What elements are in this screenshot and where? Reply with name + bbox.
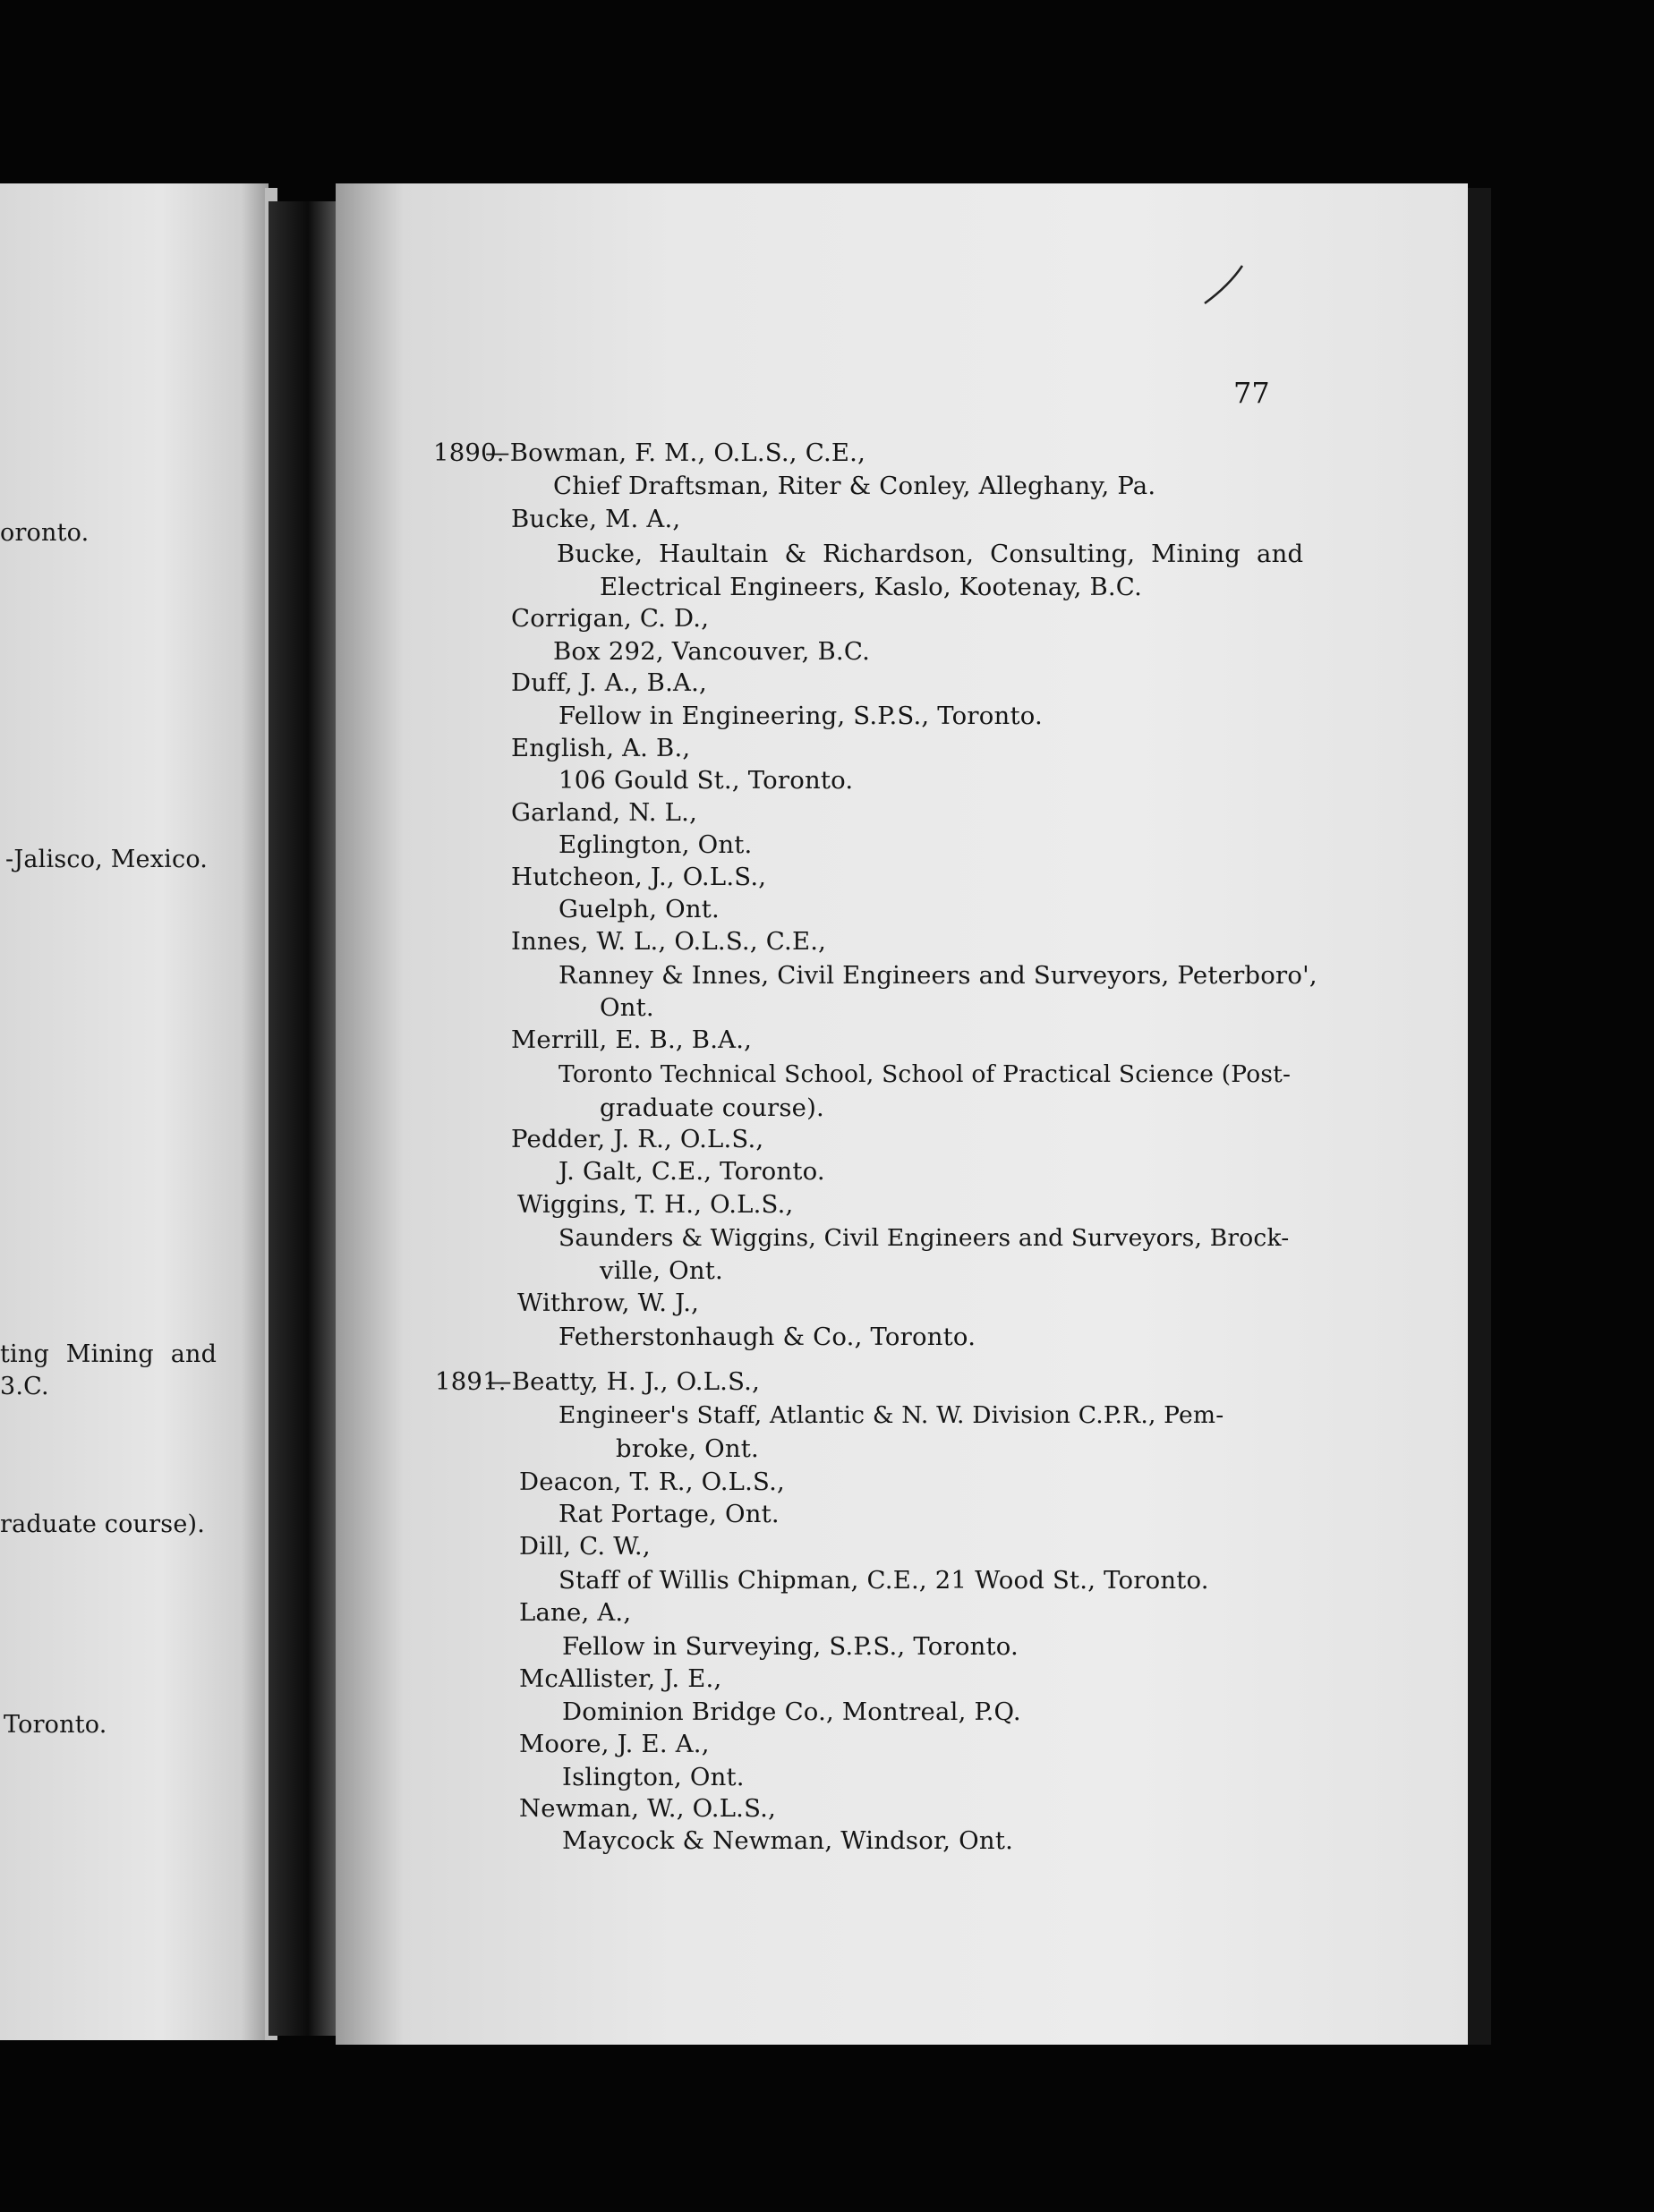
entry-name: Deacon, T. R., O.L.S., [519,1468,786,1496]
entry-detail: Engineer's Staff, Atlantic & N. W. Division C.P.R., Pem- [558,1401,1224,1429]
entry-name: Merrill, E. B., B.A., [511,1025,753,1054]
entry-name: Garland, N. L., [511,798,698,827]
left-fragment-mining: ting Mining and [0,1340,217,1368]
entry-name: —Beatty, H. J., O.L.S., [487,1367,761,1396]
entry-detail: Ont. [600,993,654,1022]
entry-detail: Fellow in Surveying, S.P.S., Toronto. [562,1632,1019,1661]
entry-detail: Box 292, Vancouver, B.C. [553,637,871,666]
entry-detail: Fetherstonhaugh & Co., Toronto. [558,1323,976,1351]
entry-detail: Ranney & Innes, Civil Engineers and Surveyors, Peterboro', [558,961,1317,990]
entry-name: Dill, C. W., [519,1532,651,1561]
entry-detail: Dominion Bridge Co., Montreal, P.Q. [562,1697,1021,1726]
left-page [0,183,269,2040]
right-page-edge [1468,188,1491,2045]
entry-name: Duff, J. A., B.A., [511,668,707,697]
entry-detail: graduate course). [600,1093,824,1122]
year-1890: 1890. [433,438,505,467]
entry-detail: Fellow in Engineering, S.P.S., Toronto. [558,702,1043,730]
entry-detail: Toronto Technical School, School of Practical Science (Post- [558,1060,1292,1088]
entry-name: Bucke, M. A., [511,505,681,533]
entry-detail: J. Galt, C.E., Toronto. [558,1157,825,1186]
entry-detail: 106 Gould St., Toronto. [558,766,854,795]
left-fragment-bc: 3.C. [0,1373,49,1400]
page-number: 77 [1233,376,1270,410]
entry-detail: Electrical Engineers, Kaslo, Kootenay, B.C. [600,573,1143,601]
entry-name: Withrow, W. J., [517,1289,700,1317]
entry-detail: Eglington, Ont. [558,830,753,859]
entry-name: Moore, J. E. A., [519,1730,710,1758]
entry-detail: broke, Ont. [616,1434,759,1463]
entry-detail: Bucke, Haultain & Richardson, Consulting, Mining and [557,540,1304,568]
entry-name: —Bowman, F. M., O.L.S., C.E., [485,438,866,467]
entry-name: Corrigan, C. D., [511,604,710,633]
entry-detail: Rat Portage, Ont. [558,1500,780,1528]
entry-detail: Maycock & Newman, Windsor, Ont. [562,1826,1014,1855]
year-1891: 1891. [435,1367,507,1396]
entry-name: Lane, A., [519,1598,632,1627]
pencil-mark-icon [1201,264,1246,307]
entry-detail: Chief Draftsman, Riter & Conley, Alleghany, Pa. [553,472,1156,500]
entry-detail: ville, Ont. [600,1256,723,1285]
entry-name: English, A. B., [511,734,691,762]
entry-detail: Islington, Ont. [562,1763,745,1791]
left-fragment-jalisco: -Jalisco, Mexico. [5,846,209,873]
entry-name: Pedder, J. R., O.L.S., [511,1125,764,1153]
entry-detail: Guelph, Ont. [558,895,720,923]
left-fragment-graduate: raduate course). [0,1510,206,1538]
entry-detail: Saunders & Wiggins, Civil Engineers and Surveyors, Brock- [558,1224,1290,1252]
entry-name: McAllister, J. E., [519,1664,722,1693]
book-gutter [269,201,340,2036]
entry-detail: Staff of Willis Chipman, C.E., 21 Wood St., Toronto. [558,1566,1209,1595]
entry-name: Hutcheon, J., O.L.S., [511,863,767,891]
entry-name: Innes, W. L., O.L.S., C.E., [511,927,827,956]
left-fragment-toronto: oronto. [0,519,90,547]
entry-name: Wiggins, T. H., O.L.S., [517,1190,794,1219]
left-fragment-toronto-2: Toronto. [4,1711,107,1739]
entry-name: Newman, W., O.L.S., [519,1794,777,1823]
